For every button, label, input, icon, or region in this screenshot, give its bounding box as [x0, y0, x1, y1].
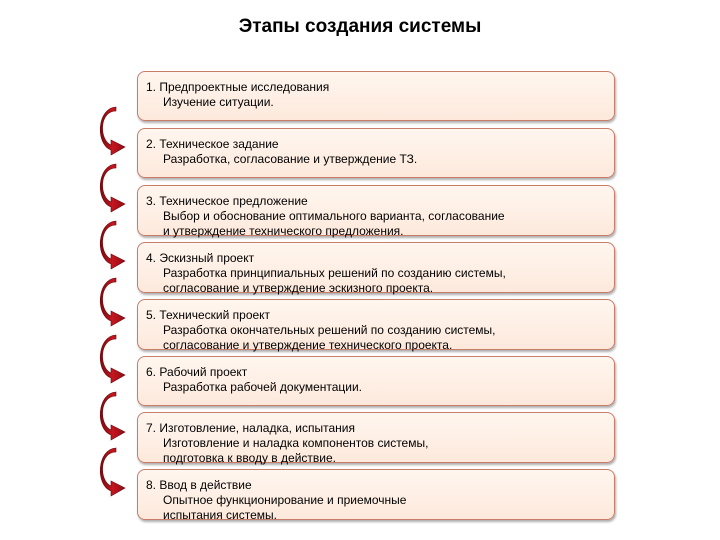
stage-description-line: Разработка рабочей документации.: [163, 380, 363, 394]
stage-description-line: Изучение ситуации.: [163, 95, 274, 109]
stage-description-line: и утверждение технического предложения.: [163, 224, 404, 238]
stage-heading: 1. Предпроектные исследования: [146, 80, 330, 94]
stage-description-line: согласование и утверждение эскизного проекта.: [163, 281, 434, 295]
stage-description: [146, 436, 606, 466]
stage-heading: 2. Техническое задание: [146, 137, 279, 151]
stage-description-line: подготовка к вводу в действие.: [163, 451, 336, 465]
stage-heading: 8. Ввод в действие: [146, 478, 252, 492]
stage-description: [146, 209, 606, 239]
stage-box-3: [137, 185, 615, 236]
stage-description: [146, 266, 606, 296]
stage-description: [146, 380, 606, 395]
stage-description: [146, 152, 606, 167]
stage-box-6: [137, 356, 615, 406]
stage-description: [146, 95, 606, 110]
stage-description: [146, 493, 606, 523]
stage-box-2: [137, 128, 615, 178]
stage-box-4: [137, 242, 615, 293]
stage-description-line: испытания системы.: [163, 508, 277, 522]
stage-description-line: Выбор и обоснование оптимального варианта, согласование: [163, 209, 505, 223]
stage-transition-arrows: [96, 104, 136, 514]
stage-heading: 7. Изготовление, наладка, испытания: [146, 421, 355, 435]
stage-description-line: Разработка, согласование и утверждение ТЗ.: [163, 152, 418, 166]
stage-description-line: Разработка принципиальных решений по созданию системы,: [163, 266, 506, 280]
stage-description-line: Опытное функционирование и приемочные: [163, 493, 407, 507]
curved-arrow-icon: [100, 392, 125, 440]
stage-description: [146, 323, 606, 353]
stage-box-5: [137, 299, 615, 350]
curved-arrow-icon: [100, 107, 125, 155]
stage-description-line: согласование и утверждение технического проекта.: [163, 338, 453, 352]
stage-heading: 6. Рабочий проект: [146, 365, 248, 379]
curved-arrow-icon: [100, 221, 125, 269]
curved-arrow-icon: [100, 335, 125, 383]
stage-description-line: Разработка окончательных решений по созданию системы,: [163, 323, 496, 337]
stage-heading: 3. Техническое предложение: [146, 194, 308, 208]
stage-box-1: [137, 71, 615, 121]
stage-heading: 4. Эскизный проект: [146, 251, 255, 265]
curved-arrow-icon: [100, 278, 125, 326]
curved-arrow-icon: [100, 448, 125, 496]
stage-box-7: [137, 412, 615, 463]
page-title: Этапы создания системы: [238, 16, 482, 37]
stage-heading: 5. Технический проект: [146, 308, 271, 322]
stage-box-8: [137, 469, 615, 520]
curved-arrow-icon: [100, 164, 125, 212]
stage-description-line: Изготовление и наладка компонентов системы,: [163, 436, 429, 450]
stage-list: [137, 71, 615, 521]
